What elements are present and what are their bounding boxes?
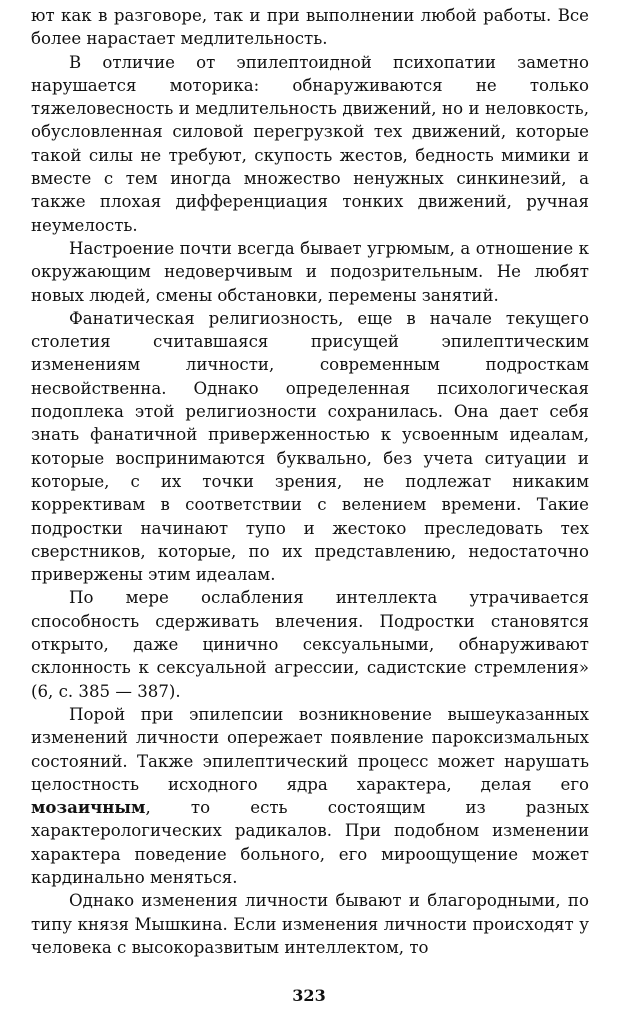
paragraph-motorics: В отличие от эпилептоидной психопатии заметно нарушается моторика: обнаруживаются не только тяжеловесность и медлительность движений, но и неловкость, обусловленная силовой перегрузкой тех движений, которые такой силы не требуют, скупость жестов, бедность мимики и вместе с тем иногда множество ненужных синкинезий, а также плохая дифференциация тонких движений, ручная неумелость. bbox=[31, 52, 589, 235]
paragraph-mood: Настроение почти всегда бывает угрюмым, а отношение к окружающим недоверчивым и подозрительным. Не любят новых людей, смены обстановки, перемены занятий. bbox=[31, 238, 589, 305]
bold-term-mosaic: мозаичным bbox=[31, 797, 146, 818]
paragraph-continuation: ют как в разговоре, так и при выполнении любой работы. Все более нарастает медлительность. bbox=[31, 6, 589, 49]
paragraph-epilepsy-before: Порой при эпилепсии возникновение вышеуказанных изменений личности опережает появление пароксизмальных состояний. Также эпилептический процесс может нарушать целостность исходного ядра характера, делая его bbox=[31, 704, 589, 794]
paragraph-intellect: По мере ослабления интеллекта утрачивается способность сдерживать влечения. Подростки становятся открыто, даже цинично сексуальными, обнаруживают склонность к сексуальной агрессии, садистские стремления» (6, с. 385 — 387). bbox=[31, 588, 589, 701]
paragraph-epilepsy bbox=[31, 703, 589, 889]
page-text bbox=[31, 4, 589, 959]
page-number: 323 bbox=[292, 986, 326, 1005]
paragraph-religiosity: Фанатическая религиозность, еще в начале текущего столетия считавшаяся присущей эпилептическим изменениям личности, современным подросткам несвойственна. Однако определенная психологическая подоплека этой религиозности сохранилась. Она дает себя знать фанатичной приверженностью к усвоенным идеалам, которые воспринимаются буквально, без учета ситуации и которые, с их точки зрения, не подлежат никаким коррективам в соответствии с велением времени. Такие подростки начинают тупо и жестоко преследовать тех сверстников, которые, по их представлению, недостаточно привержены этим идеалам. bbox=[31, 308, 589, 585]
paragraph-epilepsy-after: , то есть состоящим из разных характерологических радикалов. При подобном изменении характера поведение больного, его мироощущение может кардинально меняться. bbox=[31, 798, 589, 887]
paragraph-myshkin: Однако изменения личности бывают и благородными, по типу князя Мышкина. Если изменения личности происходят у человека с высокоразвитым интеллектом, то bbox=[31, 891, 589, 957]
